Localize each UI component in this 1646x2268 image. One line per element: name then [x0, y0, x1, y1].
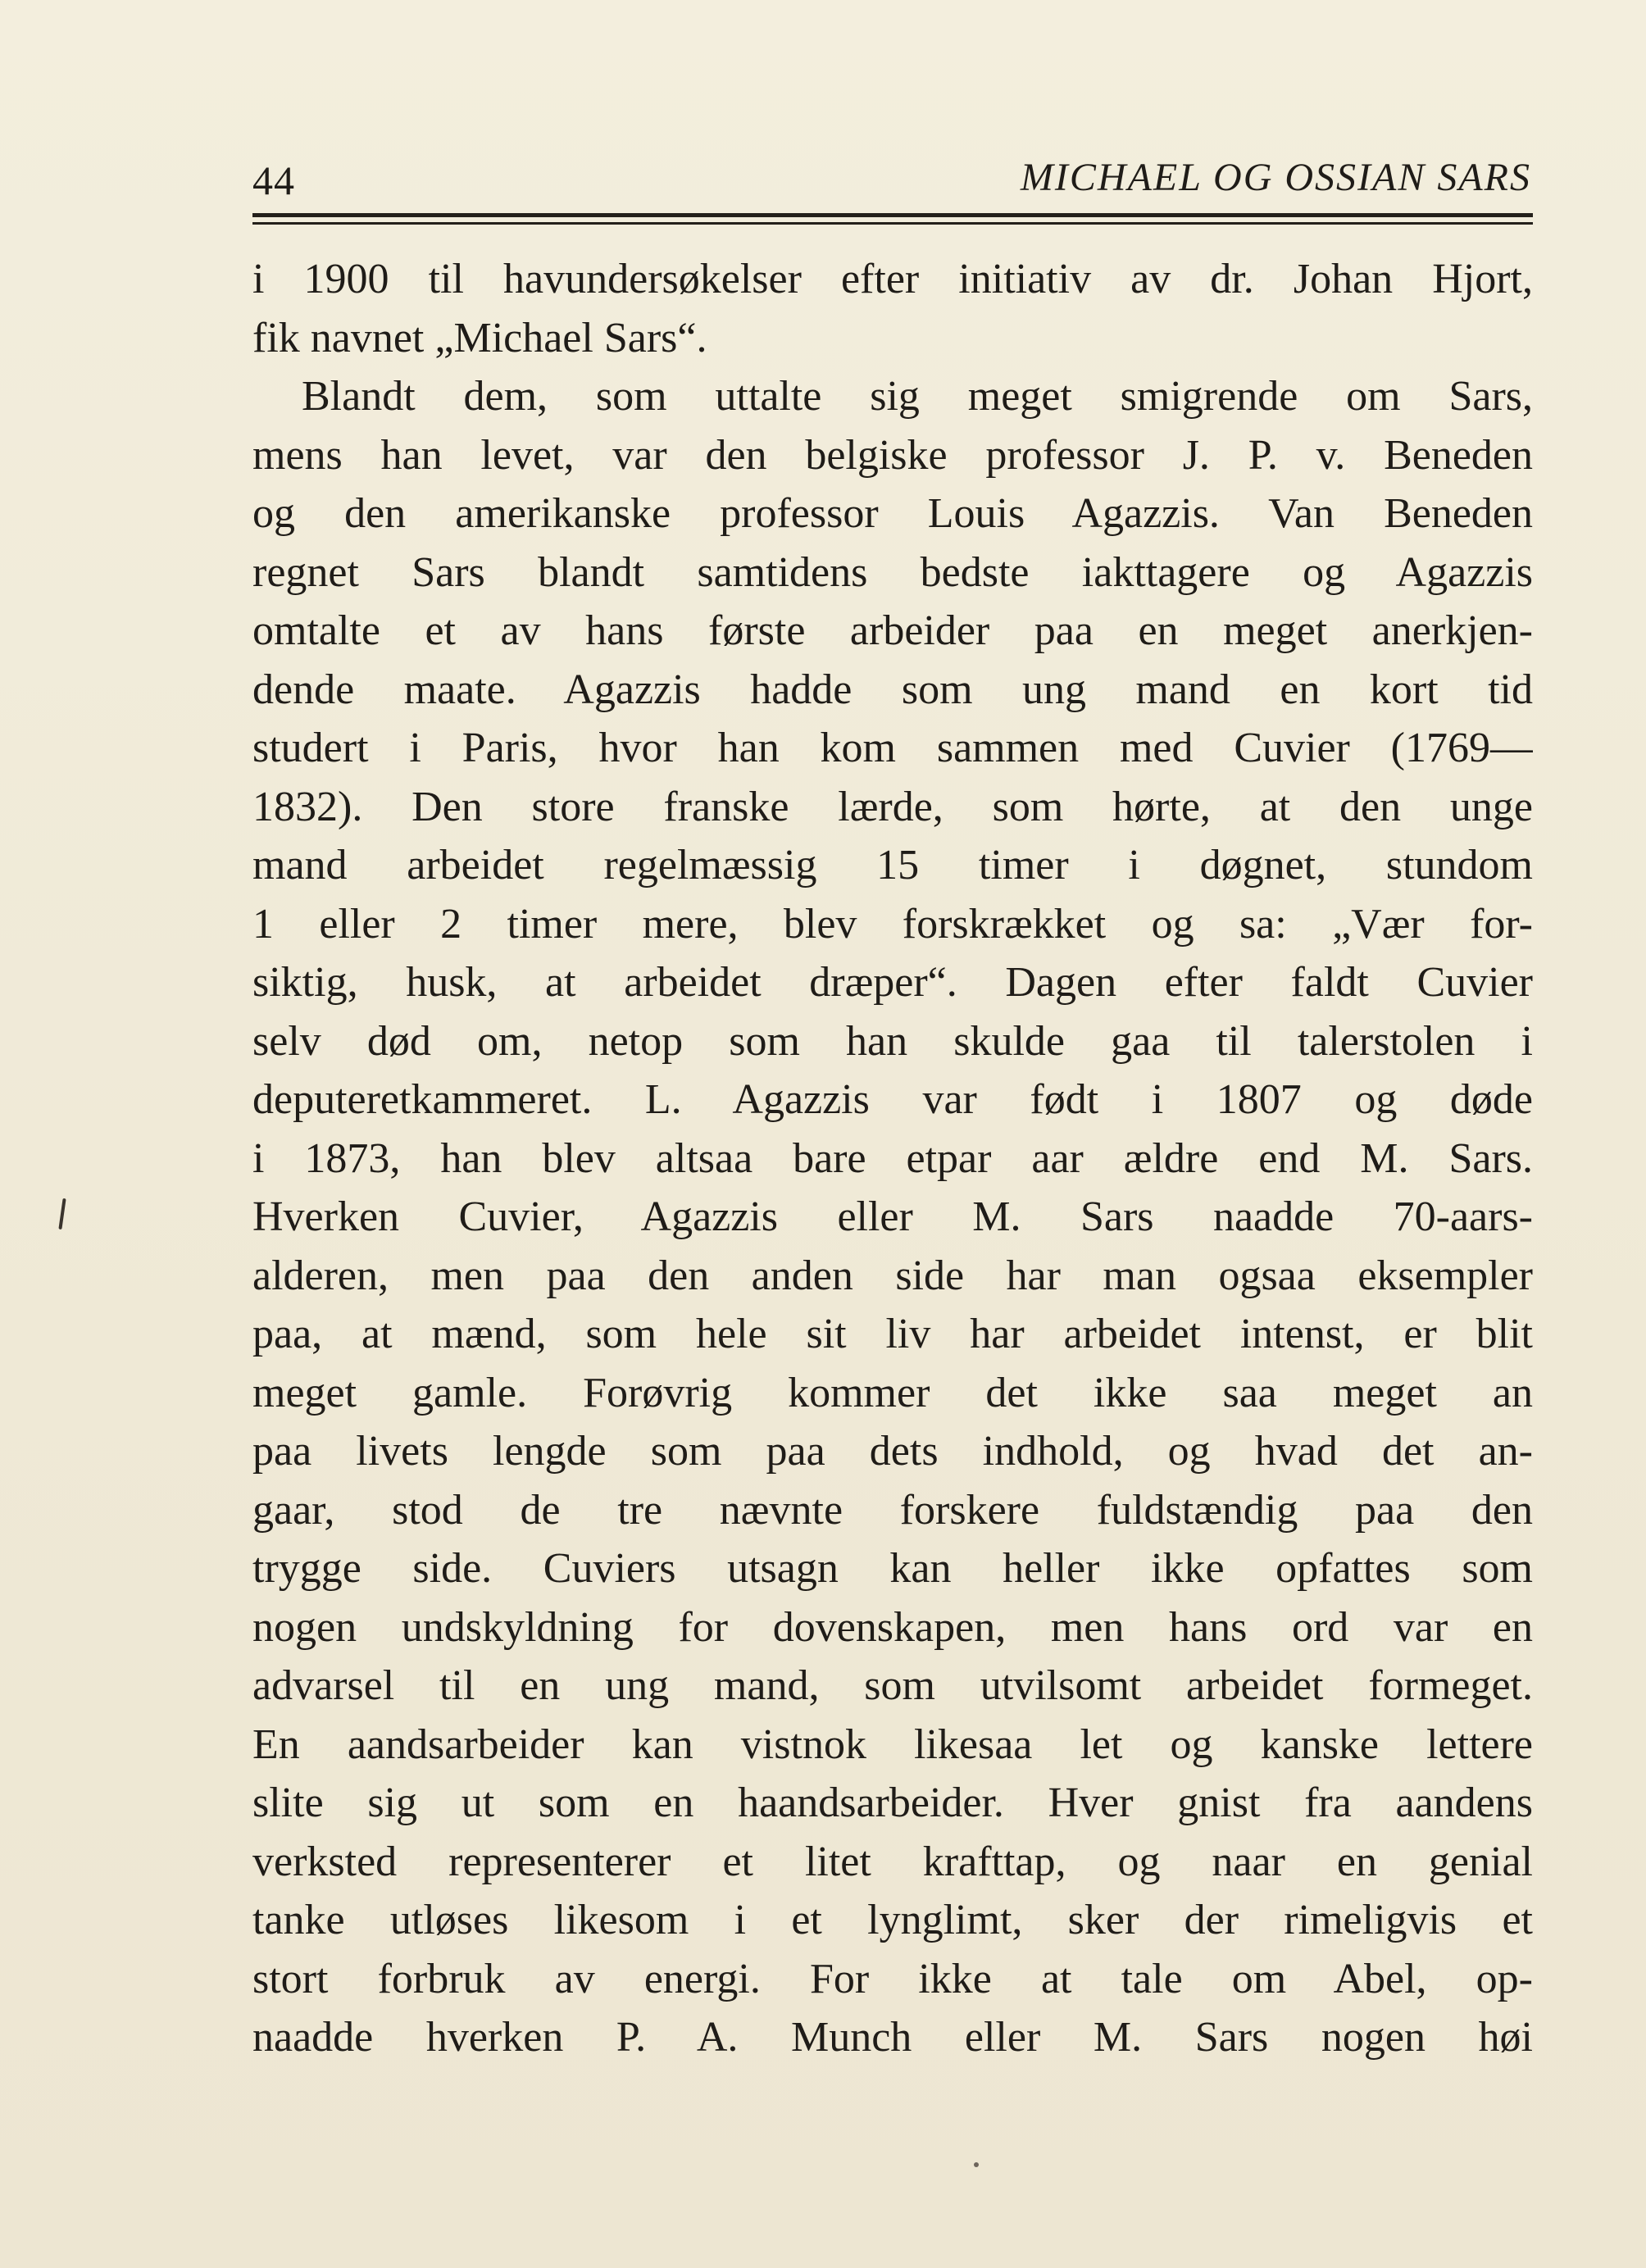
text-line: dende maate. Agazzis hadde som ung mand en kort tid: [252, 666, 1533, 713]
text-line: gaar, stod de tre nævnte forskere fuldstændig paa den: [252, 1486, 1533, 1534]
text-line: mens han levet, var den belgiske professor J. P. v. Beneden: [252, 431, 1533, 479]
margin-blemish: [58, 1198, 66, 1229]
text-line: tanke utløses likesom i et lynglimt, sker der rimeligvis et: [252, 1897, 1533, 1943]
text-line: Hverken Cuvier, Agazzis eller M. Sars naadde 70-aars-: [252, 1193, 1533, 1240]
text-line: siktig, husk, at arbeidet dræper“. Dagen efter faldt Cuvier: [252, 959, 1533, 1006]
text-line: paa livets lengde som paa dets indhold, og hvad det an-: [252, 1428, 1533, 1475]
page-header: [252, 152, 1533, 216]
text-line: naadde hverken P. A. Munch eller M. Sars nogen høi: [252, 2014, 1533, 2061]
text-line: verksted representerer et litet krafttap, og naar en genial: [252, 1838, 1533, 1885]
text-line: regnet Sars blandt samtidens bedste iakttagere og Agazzis: [252, 548, 1533, 596]
text-line: 1 eller 2 timer mere, blev forskrækket og sa: „Vær for-: [252, 900, 1533, 948]
text-line: advarsel til en ung mand, som utvilsomt arbeidet formeget.: [252, 1662, 1533, 1709]
text-line: fik navnet „Michael Sars“.: [252, 314, 707, 361]
text-line: omtalte et av hans første arbeider paa en meget anerkjen-: [252, 607, 1533, 654]
text-line: trygge side. Cuviers utsagn kan heller ikke opfattes som: [252, 1545, 1533, 1592]
text-line: studert i Paris, hvor han kom sammen med Cuvier (1769—: [252, 725, 1533, 771]
text-line: nogen undskyldning for dovenskapen, men hans ord var en: [252, 1603, 1533, 1651]
header-rule-bottom: [252, 222, 1533, 225]
text-line: stort forbruk av energi. For ikke at tale om Abel, op-: [252, 1955, 1533, 2002]
paper-speck: [974, 2162, 979, 2167]
text-line: slite sig ut som en haandsarbeider. Hver gnist fra aandens: [252, 1779, 1533, 1826]
text-line: En aandsarbeider kan vistnok likesaa let og kanske lettere: [252, 1720, 1533, 1768]
page-number: 44: [252, 157, 295, 203]
text-line: mand arbeidet regelmæssig 15 timer i døgnet, stundom: [252, 842, 1533, 889]
text-line: paa, at mænd, som hele sit liv har arbeidet intenst, er blit: [252, 1311, 1533, 1357]
text-line: i 1873, han blev altsaa bare etpar aar ældre end M. Sars.: [252, 1134, 1533, 1182]
header-rule-top: [252, 213, 1533, 217]
text-line: i 1900 til havundersøkelser efter initiativ av dr. Johan Hjort,: [252, 256, 1533, 302]
body-text: [252, 250, 1533, 2067]
text-line: alderen, men paa den anden side har man ogsaa eksempler: [252, 1252, 1533, 1299]
text-line: deputeretkammeret. L. Agazzis var født i 1807 og døde: [252, 1076, 1533, 1123]
text-line: 1832). Den store franske lærde, som hørte, at den unge: [252, 783, 1533, 830]
running-title: MICHAEL OG OSSIAN SARS: [1020, 156, 1531, 199]
text-line: selv død om, netop som han skulde gaa til talerstolen i: [252, 1017, 1533, 1065]
text-line: og den amerikanske professor Louis Agazzis. Van Beneden: [252, 490, 1533, 537]
text-line: meget gamle. Forøvrig kommer det ikke saa meget an: [252, 1369, 1533, 1416]
text-line: Blandt dem, som uttalte sig meget smigrende om Sars,: [302, 373, 1533, 420]
